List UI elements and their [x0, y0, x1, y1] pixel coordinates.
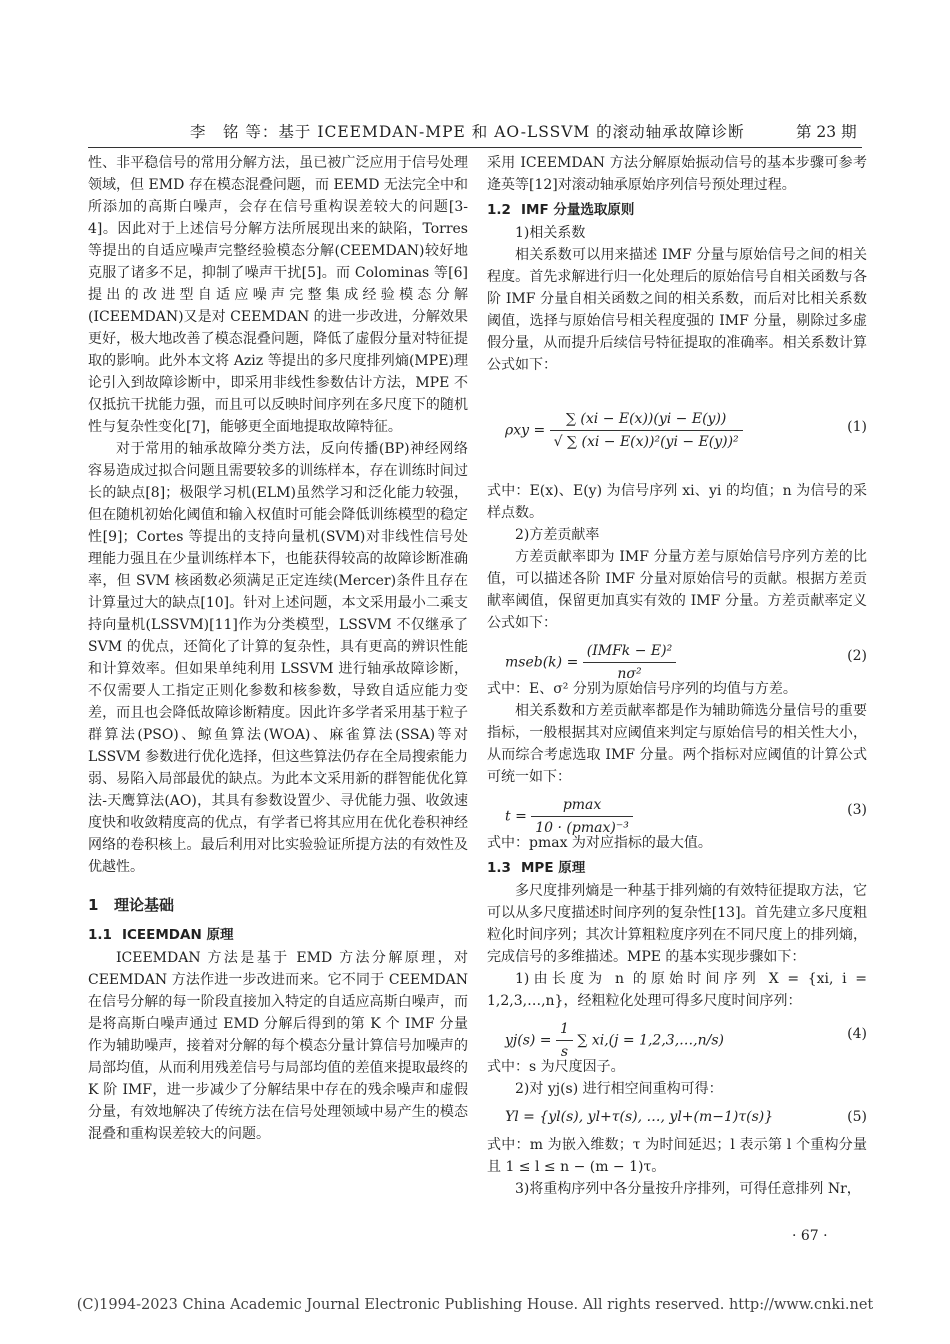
equation-lhs: ρxy =	[505, 422, 546, 439]
equation-lhs: yj(s) =	[505, 1032, 552, 1049]
equation-lhs: mseb(k) =	[505, 654, 579, 671]
equation-numerator: 1	[556, 1018, 573, 1041]
equation-rhs: ∑ xi,(j = 1,2,3,…,n/s)	[577, 1032, 724, 1049]
section-title: 理论基础	[114, 896, 175, 914]
equation-numerator: (IMFk − E)²	[583, 640, 676, 663]
equation-number: (2)	[847, 648, 867, 664]
equation-3-body	[505, 794, 633, 839]
equation-4-body	[505, 1018, 724, 1063]
paragraph-14: 2)对 yj(s) 进行相空间重构可得：	[515, 1081, 723, 1097]
equation-fraction	[556, 1018, 573, 1063]
section-title: MPE 原理	[521, 860, 586, 876]
paragraph-2: 对于常用的轴承故障分类方法，反向传播(BP)神经网络容易造成过拟合问题且需要较多的训练样本，存在训练时间过长的缺点[8]；极限学习机(ELM)虽然学习和泛化能力较强，但在随机初始化阈值和输入权值时可能会降低训练模型的稳定性[9]；Cortes 等提出的支持向量机(SVM)对非线性信号处理能力强且在少量训练样本下，也能获得较高的故障诊断准确率，但 SVM 核函数必须满足正定连续(Mercer)条件且存在计算量过大的缺点[10]。针对上述问题，本文采用最小二乘支持向量机(LSSVM)[11]作为分类模型，LSSVM 不仅继承了 SVM 的优点，还简化了计算的复杂性，具有更高的辨识性能和计算效率。但如果单纯利用 LSSVM 进行轴承故障诊断，不仅需要人工指定正则化参数和核参数，导致自适应能力变差，而且也会降低故障诊断精度。因此许多学者采用基于粒子群算法(PSO)、鲸鱼算法(WOA)、麻雀算法(SSA)等对 LSSVM 参数进行优化选择，但这些算法仍存在全局搜索能力弱、易陷入局部最优的缺点。为此本文采用新的群智能优化算法-天鹰算法(AO)，其具有参数设置少、寻优能力强、收敛速度快和收敛精度高的优点，有学者已将其应用在优化卷积神经网络的卷积核上。最后利用对比实验验证所提方法的有效性及优越性。	[88, 441, 468, 875]
paragraph-11: 多尺度排列熵是一种基于排列熵的有效特征提取方法，它可以从多尺度描述时间序列的复杂性[13]。首先建立多尺度粗粒化时间序列；其次计算粗粒度序列在不同尺度上的排列熵，完成信号的多维描述。MPE 的基本实现步骤如下：	[487, 883, 867, 965]
equation-denominator: nσ²	[617, 666, 642, 682]
section-heading-1-2	[487, 199, 867, 221]
running-header: 李 铭 等：基于 ICEEMDAN-MPE 和 AO-LSSVM 的滚动轴承故障诊断	[190, 123, 745, 141]
paragraph-13: 式中：s 为尺度因子。	[487, 1059, 625, 1075]
subheading-correlation: 1)相关系数	[515, 225, 586, 241]
equation-4	[487, 1014, 867, 1060]
equation-denominator: 10 · (pmax)⁻³	[535, 820, 629, 836]
equation-fraction	[531, 794, 633, 839]
section-number: 1.1	[88, 927, 112, 943]
section-heading-1	[88, 894, 468, 916]
equation-1-body	[505, 408, 743, 453]
section-number: 1.3	[487, 860, 511, 876]
subheading-variance: 2)方差贡献率	[515, 527, 600, 543]
issue-number: 第 23 期	[796, 123, 857, 141]
equation-1	[487, 378, 867, 478]
equation-numerator: pmax	[531, 794, 633, 817]
section-heading-1-1	[88, 924, 468, 946]
header-rule	[88, 147, 862, 148]
page-number: · 67 ·	[792, 1228, 828, 1244]
right-column	[487, 152, 867, 1200]
equation-number: (1)	[847, 419, 867, 435]
equation-number: (5)	[847, 1109, 867, 1125]
equation-denominator: s	[560, 1044, 569, 1060]
section-number: 1.2	[487, 202, 511, 218]
equation-fraction	[583, 640, 676, 685]
equation-numerator: ∑ (xi − E(x))(yi − E(y))	[550, 408, 743, 431]
section-number: 1	[88, 896, 99, 914]
paragraph-7: 方差贡献率即为 IMF 分量方差与原始信号序列方差的比值，可以描述各阶 IMF 分量对原始信号的贡献。根据方差贡献率阈值，保留更加真实有效的 IMF 分量。方差贡献率定义公式如下：	[487, 549, 867, 631]
equation-lhs: t =	[505, 808, 527, 825]
paragraph-10: 式中：pmax 为对应指标的最大值。	[487, 835, 712, 851]
paragraph-3: ICEEMDAN 方法是基于 EMD 方法分解原理，对 CEEMDAN 方法作进一步改进而来。它不同于 CEEMDAN 在信号分解的每一阶段直接加入特定的自适应高斯白噪声，而是将高斯白噪声通过 EMD 分解后得到的第 K 个 IMF 分量作为辅助噪声，接着对分解的每个模态分量计算信号加噪声的局部均值，从而利用残差信号与局部均值的差值来提取最终的 K 阶 IMF，进一步减少了分解结果中存在的残余噪声和虚假分量，有效地解决了传统方法在信号处理领域中易产生的模态混叠和重构误差较大的问题。	[88, 950, 468, 1142]
equation-5-body: Yl = {yl(s), yl+τ(s), …, yl+(m−1)τ(s)}	[505, 1109, 774, 1125]
equation-2-body	[505, 640, 676, 685]
equation-5	[487, 1102, 867, 1132]
paragraph-4: 采用 ICEEMDAN 方法分解原始振动信号的基本步骤可参考逄英等[12]对滚动轴承原始序列信号预处理过程。	[487, 155, 867, 193]
equation-2	[487, 636, 867, 682]
paragraph-15: 式中：m 为嵌入维数；τ 为时间延迟；l 表示第 l 个重构分量且 1 ≤ l ≤ n − (m − 1)τ。	[487, 1137, 867, 1175]
section-heading-1-3	[487, 857, 867, 879]
section-title: IMF 分量选取原则	[521, 202, 635, 218]
equation-fraction	[550, 408, 743, 453]
paragraph-16: 3)将重构序列中各分量按升序排列，可得任意排列 Nr，	[515, 1181, 861, 1197]
paragraph-5: 相关系数可以用来描述 IMF 分量与原始信号之间的相关程度。首先求解进行归一化处理后的原始信号自相关函数与各阶 IMF 分量自相关函数之间的相关系数，而后对比相关系数阈值，选择与原始信号相关程度强的 IMF 分量，剔除过多虚假分量，从而提升后续信号特征提取的准确率。相关系数计算公式如下：	[487, 247, 867, 373]
equation-denominator: √ ∑ (xi − E(x))²(yi − E(y))²	[553, 434, 739, 450]
section-title: ICEEMDAN 原理	[122, 927, 234, 943]
equation-number: (3)	[847, 802, 867, 818]
copyright-footer: (C)1994-2023 China Academic Journal Electronic Publishing House. All rights reserved. http://www.cnki.net	[76, 1297, 874, 1313]
left-column	[88, 152, 468, 1145]
equation-number: (4)	[847, 1026, 867, 1042]
paragraph-9: 相关系数和方差贡献率都是作为辅助筛选分量信号的重要指标，一般根据其对应阈值来判定与原始信号的相关性大小，从而综合考虑选取 IMF 分量。两个指标对应阈值的计算公式可统一如下：	[487, 703, 867, 785]
equation-3	[487, 790, 867, 836]
paragraph-8: 式中：E、σ² 分别为原始信号序列的均值与方差。	[487, 681, 797, 697]
paragraph-12: 1)由长度为 n 的原始时间序列 X = {xi, i = 1,2,3,…,n}，经粗粒化处理可得多尺度时间序列：	[487, 971, 867, 1009]
paragraph-1: 性、非平稳信号的常用分解方法，虽已被广泛应用于信号处理领域，但 EMD 存在模态混叠问题，而 EEMD 无法完全中和所添加的高斯白噪声，会存在信号重构误差较大的问题[3-4]。因此对于上述信号分解方法所展现出来的缺陷，Torres 等提出的自适应噪声完整经验模态分解(CEEMDAN)较好地克服了诸多不足，抑制了噪声干扰[5]。而 Colominas 等[6]提出的改进型自适应噪声完整集成经验模态分解(ICEEMDAN)又是对 CEEMDAN 的进一步改进，分解效果更好，极大地改善了模态混叠问题，降低了虚假分量对特征提取的影响。此外本文将 Aziz 等提出的多尺度排列熵(MPE)理论引入到故障诊断中，即采用非线性参数估计方法，MPE 不仅抵抗干扰能力强，而且可以反映时间序列在多尺度下的随机性与复杂性变化[7]，能够更全面地提取故障特征。	[88, 155, 468, 435]
paragraph-6: 式中：E(x)、E(y) 为信号序列 xi、yi 的均值；n 为信号的采样点数。	[487, 483, 867, 521]
